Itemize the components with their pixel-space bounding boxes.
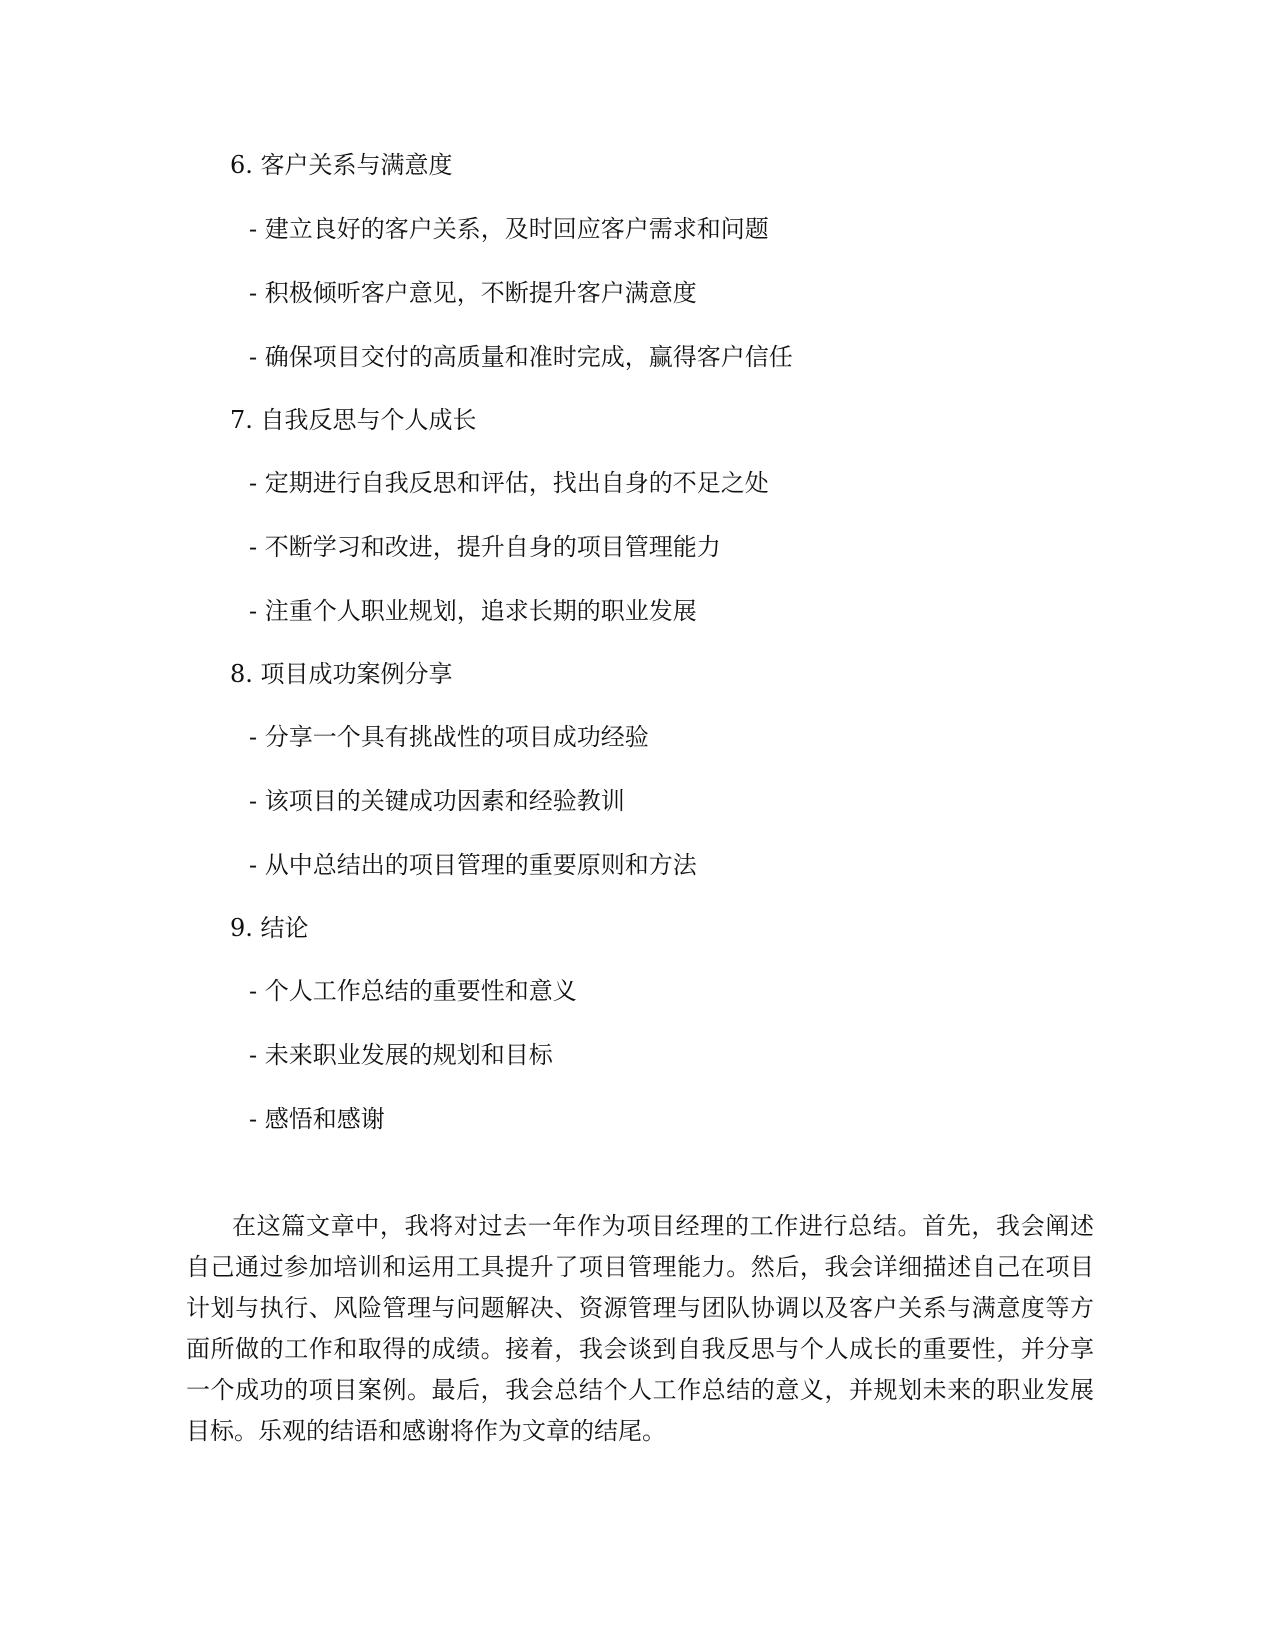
- list-item: - 从中总结出的项目管理的重要原则和方法: [249, 851, 697, 879]
- list-item: - 注重个人职业规划，追求长期的职业发展: [249, 597, 697, 625]
- summary-paragraph: 在这篇文章中，我将对过去一年作为项目经理的工作进行总结。首先，我会阐述自己通过参加培训和运用工具提升了项目管理能力。然后，我会详细描述自己在项目计划与执行、风险管理与问题解决、资源管理与团队协调以及客户关系与满意度等方面所做的工作和取得的成绩。接着，我会谈到自我反思与个人成长的重要性，并分享一个成功的项目案例。最后，我会总结个人工作总结的意义，并规划未来的职业发展目标。乐观的结语和感谢将作为文章的结尾。: [186, 1212, 1094, 1445]
- section-heading: 9. 结论: [230, 914, 309, 942]
- section-heading: 8. 项目成功案例分享: [230, 660, 453, 688]
- section-heading: 6. 客户关系与满意度: [230, 151, 453, 179]
- list-item: - 建立良好的客户关系，及时回应客户需求和问题: [249, 215, 769, 243]
- list-item: - 该项目的关键成功因素和经验教训: [249, 787, 625, 815]
- section-heading: 7. 自我反思与个人成长: [230, 406, 477, 434]
- list-item: - 未来职业发展的规划和目标: [249, 1041, 553, 1069]
- list-item: - 分享一个具有挑战性的项目成功经验: [249, 723, 649, 751]
- list-item: - 感悟和感谢: [249, 1105, 385, 1133]
- list-item: - 确保项目交付的高质量和准时完成，赢得客户信任: [249, 343, 793, 371]
- list-item: - 积极倾听客户意见，不断提升客户满意度: [249, 279, 697, 307]
- list-item: - 定期进行自我反思和评估，找出自身的不足之处: [249, 469, 769, 497]
- list-item: - 个人工作总结的重要性和意义: [249, 977, 577, 1005]
- list-item: - 不断学习和改进，提升自身的项目管理能力: [249, 533, 721, 561]
